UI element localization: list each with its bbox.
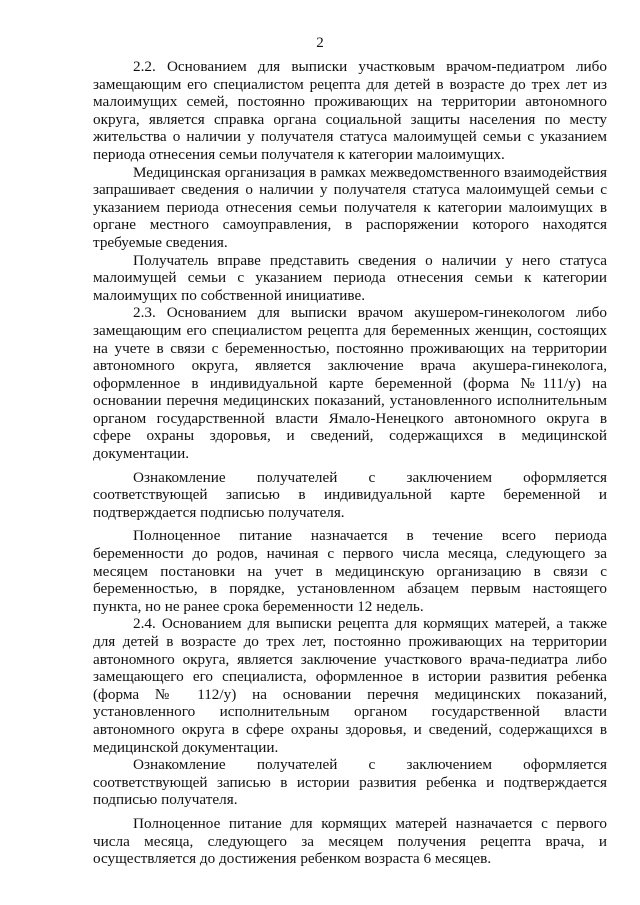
paragraph-2-2: 2.2. Основанием для выписки участковым врачом-педиатром либо замещающим его специалистом рецепта для детей в возрасте до трех лет из малоимущих семей, постоянно проживающих на территории автономного округа, является справка органа социальной защиты населения по месту жительства о наличии у получателя статуса малоимущей семьи с указанием периода отнесения семьи получателя к категории малоимущих. bbox=[93, 58, 607, 163]
paragraph-2-4: 2.4. Основанием для выписки рецепта для кормящих матерей, а также для детей в возрасте до трех лет, постоянно проживающих на территории автономного округа, является заключение участкового врача-педиатра либо замещающего его специалиста, оформленное в истории развития ребенка (форма № 112/у) на основании перечня медицинских показаний, установленного исполнительным органом государственной власти автономного округа в сфере охраны здоровья, и сведений, содержащихся в медицинской документации. bbox=[93, 615, 607, 756]
paragraph-own-initiative: Получатель вправе представить сведения о наличии у него статуса малоимущей семьи с указанием периода отнесения семьи к категории малоимущих по собственной инициативе. bbox=[93, 251, 607, 304]
document-body bbox=[93, 58, 607, 868]
paragraph-interagency-request: Медицинская организация в рамках межведомственного взаимодействия запрашивает сведения о наличии у получателя статуса малоимущей семьи с указанием периода отнесения семьи получателя к категории малоимущих в органе местного самоуправления, в распоряжении которого находятся требуемые сведения. bbox=[93, 163, 607, 251]
page-number: 2 bbox=[316, 35, 324, 51]
paragraph-2-3: 2.3. Основанием для выписки врачом акушером-гинекологом либо замещающим его специалистом рецепта для беременных женщин, состоящих на учете в связи с беременностью, постоянно проживающих на территории автономного округа, является заключение врача акушера-гинеколога, оформленное в индивидуальной карте беременной (форма №111/у) на основании перечня медицинских показаний, установленного исполнительным органом государственной власти Ямало-Ненецкого автономного округа в сфере охраны здоровья, и сведений, содержащихся в медицинской документации. bbox=[93, 304, 607, 463]
paragraph-nutrition-nursing: Полноценное питание для кормящих матерей назначается с первого числа месяца, следующего за месяцем получения рецепта врача, и осуществляется до достижения ребенком возраста 6 месяцев. bbox=[93, 814, 607, 868]
paragraph-acquaintance-child: Ознакомление получателей с заключением оформляется соответствующей записью в истории развития ребенка и подтверждается подписью получателя. bbox=[93, 756, 607, 809]
paragraph-nutrition-pregnancy: Полноценное питание назначается в течение всего периода беременности до родов, начиная с первого числа месяца, следующего за месяцем постановки на учет в медицинскую организацию в связи с беременностью, в порядке, установленном абзацем первым настоящего пункта, но не ранее срока беременности 12 недель. bbox=[93, 527, 607, 615]
paragraph-acquaintance-pregnant: Ознакомление получателей с заключением оформляется соответствующей записью в индивидуальной карте беременной и подтверждается подписью получателя. bbox=[93, 468, 607, 521]
